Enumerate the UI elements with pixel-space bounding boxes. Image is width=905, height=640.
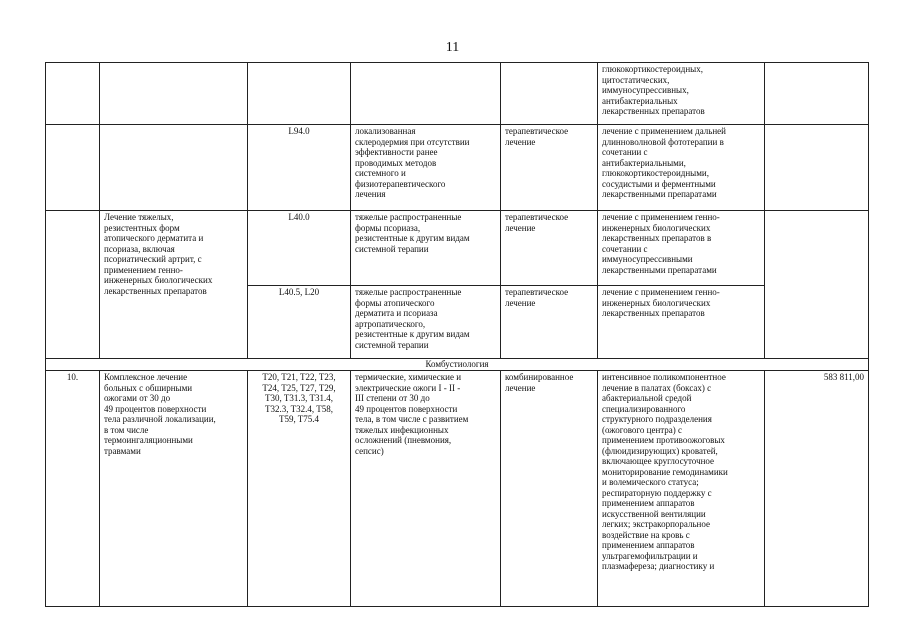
cell-method: лечение с применением дальней длинноволновой фототерапии в сочетании с антибактериальными, глюкокортикостероидными, сосудистыми и ферментными лекарственными препаратами bbox=[598, 125, 765, 211]
section-title: Комбустиология bbox=[46, 359, 869, 371]
cell-method: глюкокортикостероидных, цитостатических, иммуносупрессивных, антибактериальных лекарственных препаратов bbox=[598, 63, 765, 125]
cell-method: лечение с применением генно- инженерных биологических лекарственных препаратов bbox=[598, 286, 765, 359]
cell-patient-model: термические, химические и электрические ожоги I - II - III степени от 30 до 49 процентов поверхности тела, в том числе с развитием тяжелых инфекционных осложнений (пневмония, сепсис) bbox=[351, 371, 501, 607]
section-row bbox=[46, 359, 869, 371]
cell-treatment-type bbox=[100, 63, 248, 125]
cell-cost bbox=[765, 211, 869, 359]
cell-icd-codes: L40.0 bbox=[248, 211, 351, 286]
cell-treatment-type: Лечение тяжелых, резистентных форм атопического дерматита и псориаза, включая псориатический артрит, с применением генно- инженерных биологических лекарственных препаратов bbox=[100, 211, 248, 359]
cell-patient-model: тяжелые распространенные формы атопического дерматита и псориаза артропатического, резистентные к другим видам системной терапии bbox=[351, 286, 501, 359]
treatment-table bbox=[45, 62, 869, 607]
cell-icd-codes bbox=[248, 63, 351, 125]
cell-treatment-type: Комплексное лечение больных с обширными ожогами от 30 до 49 процентов поверхности тела различной локализации, в том числе термоингаляционными травмами bbox=[100, 371, 248, 607]
cell-treatment-kind bbox=[501, 63, 598, 125]
cell-method: интенсивное поликомпонентное лечение в палатах (боксах) с абактериальной средой специализированного структурного подразделения (ожогового центра) с применением противоожоговых (флюидизирующих) кроватей, включающее круглосуточное мониторирование гемодинамики и волемического статуса; респираторную поддержку с применением аппаратов искусственной вентиляции легких; экстракорпоральное воздействие на кровь с применением аппаратов ультрагемофильтрации и плазмафереза; диагностику и bbox=[598, 371, 765, 607]
cell-treatment-kind: терапевтическое лечение bbox=[501, 286, 598, 359]
table-row bbox=[46, 211, 869, 286]
cell-number bbox=[46, 211, 100, 359]
table-row bbox=[46, 125, 869, 211]
cell-number bbox=[46, 125, 100, 211]
cell-cost bbox=[765, 125, 869, 211]
cell-treatment-kind: комбинированное лечение bbox=[501, 371, 598, 607]
cell-icd-codes: L40.5, L20 bbox=[248, 286, 351, 359]
table-row bbox=[46, 63, 869, 125]
cell-number bbox=[46, 63, 100, 125]
cell-treatment-type bbox=[100, 125, 248, 211]
cell-treatment-kind: терапевтическое лечение bbox=[501, 125, 598, 211]
cell-cost bbox=[765, 63, 869, 125]
cell-icd-codes: L94.0 bbox=[248, 125, 351, 211]
cell-cost: 583 811,00 bbox=[765, 371, 869, 607]
cell-method: лечение с применением генно- инженерных биологических лекарственных препаратов в сочетании с иммуносупрессивными лекарственными препаратами bbox=[598, 211, 765, 286]
table-row bbox=[46, 371, 869, 607]
cell-patient-model bbox=[351, 63, 501, 125]
page-number: 11 bbox=[445, 40, 460, 55]
cell-patient-model: тяжелые распространенные формы псориаза, резистентные к другим видам системной терапии bbox=[351, 211, 501, 286]
cell-treatment-kind: терапевтическое лечение bbox=[501, 211, 598, 286]
cell-number: 10. bbox=[46, 371, 100, 607]
cell-patient-model: локализованная склеродермия при отсутствии эффективности ранее проводимых методов системного и физиотерапевтического лечения bbox=[351, 125, 501, 211]
cell-icd-codes: T20, T21, T22, T23, T24, T25, T27, T29, T30, T31.3, T31.4, T32.3, T32.4, T58, T59, T75.4 bbox=[248, 371, 351, 607]
